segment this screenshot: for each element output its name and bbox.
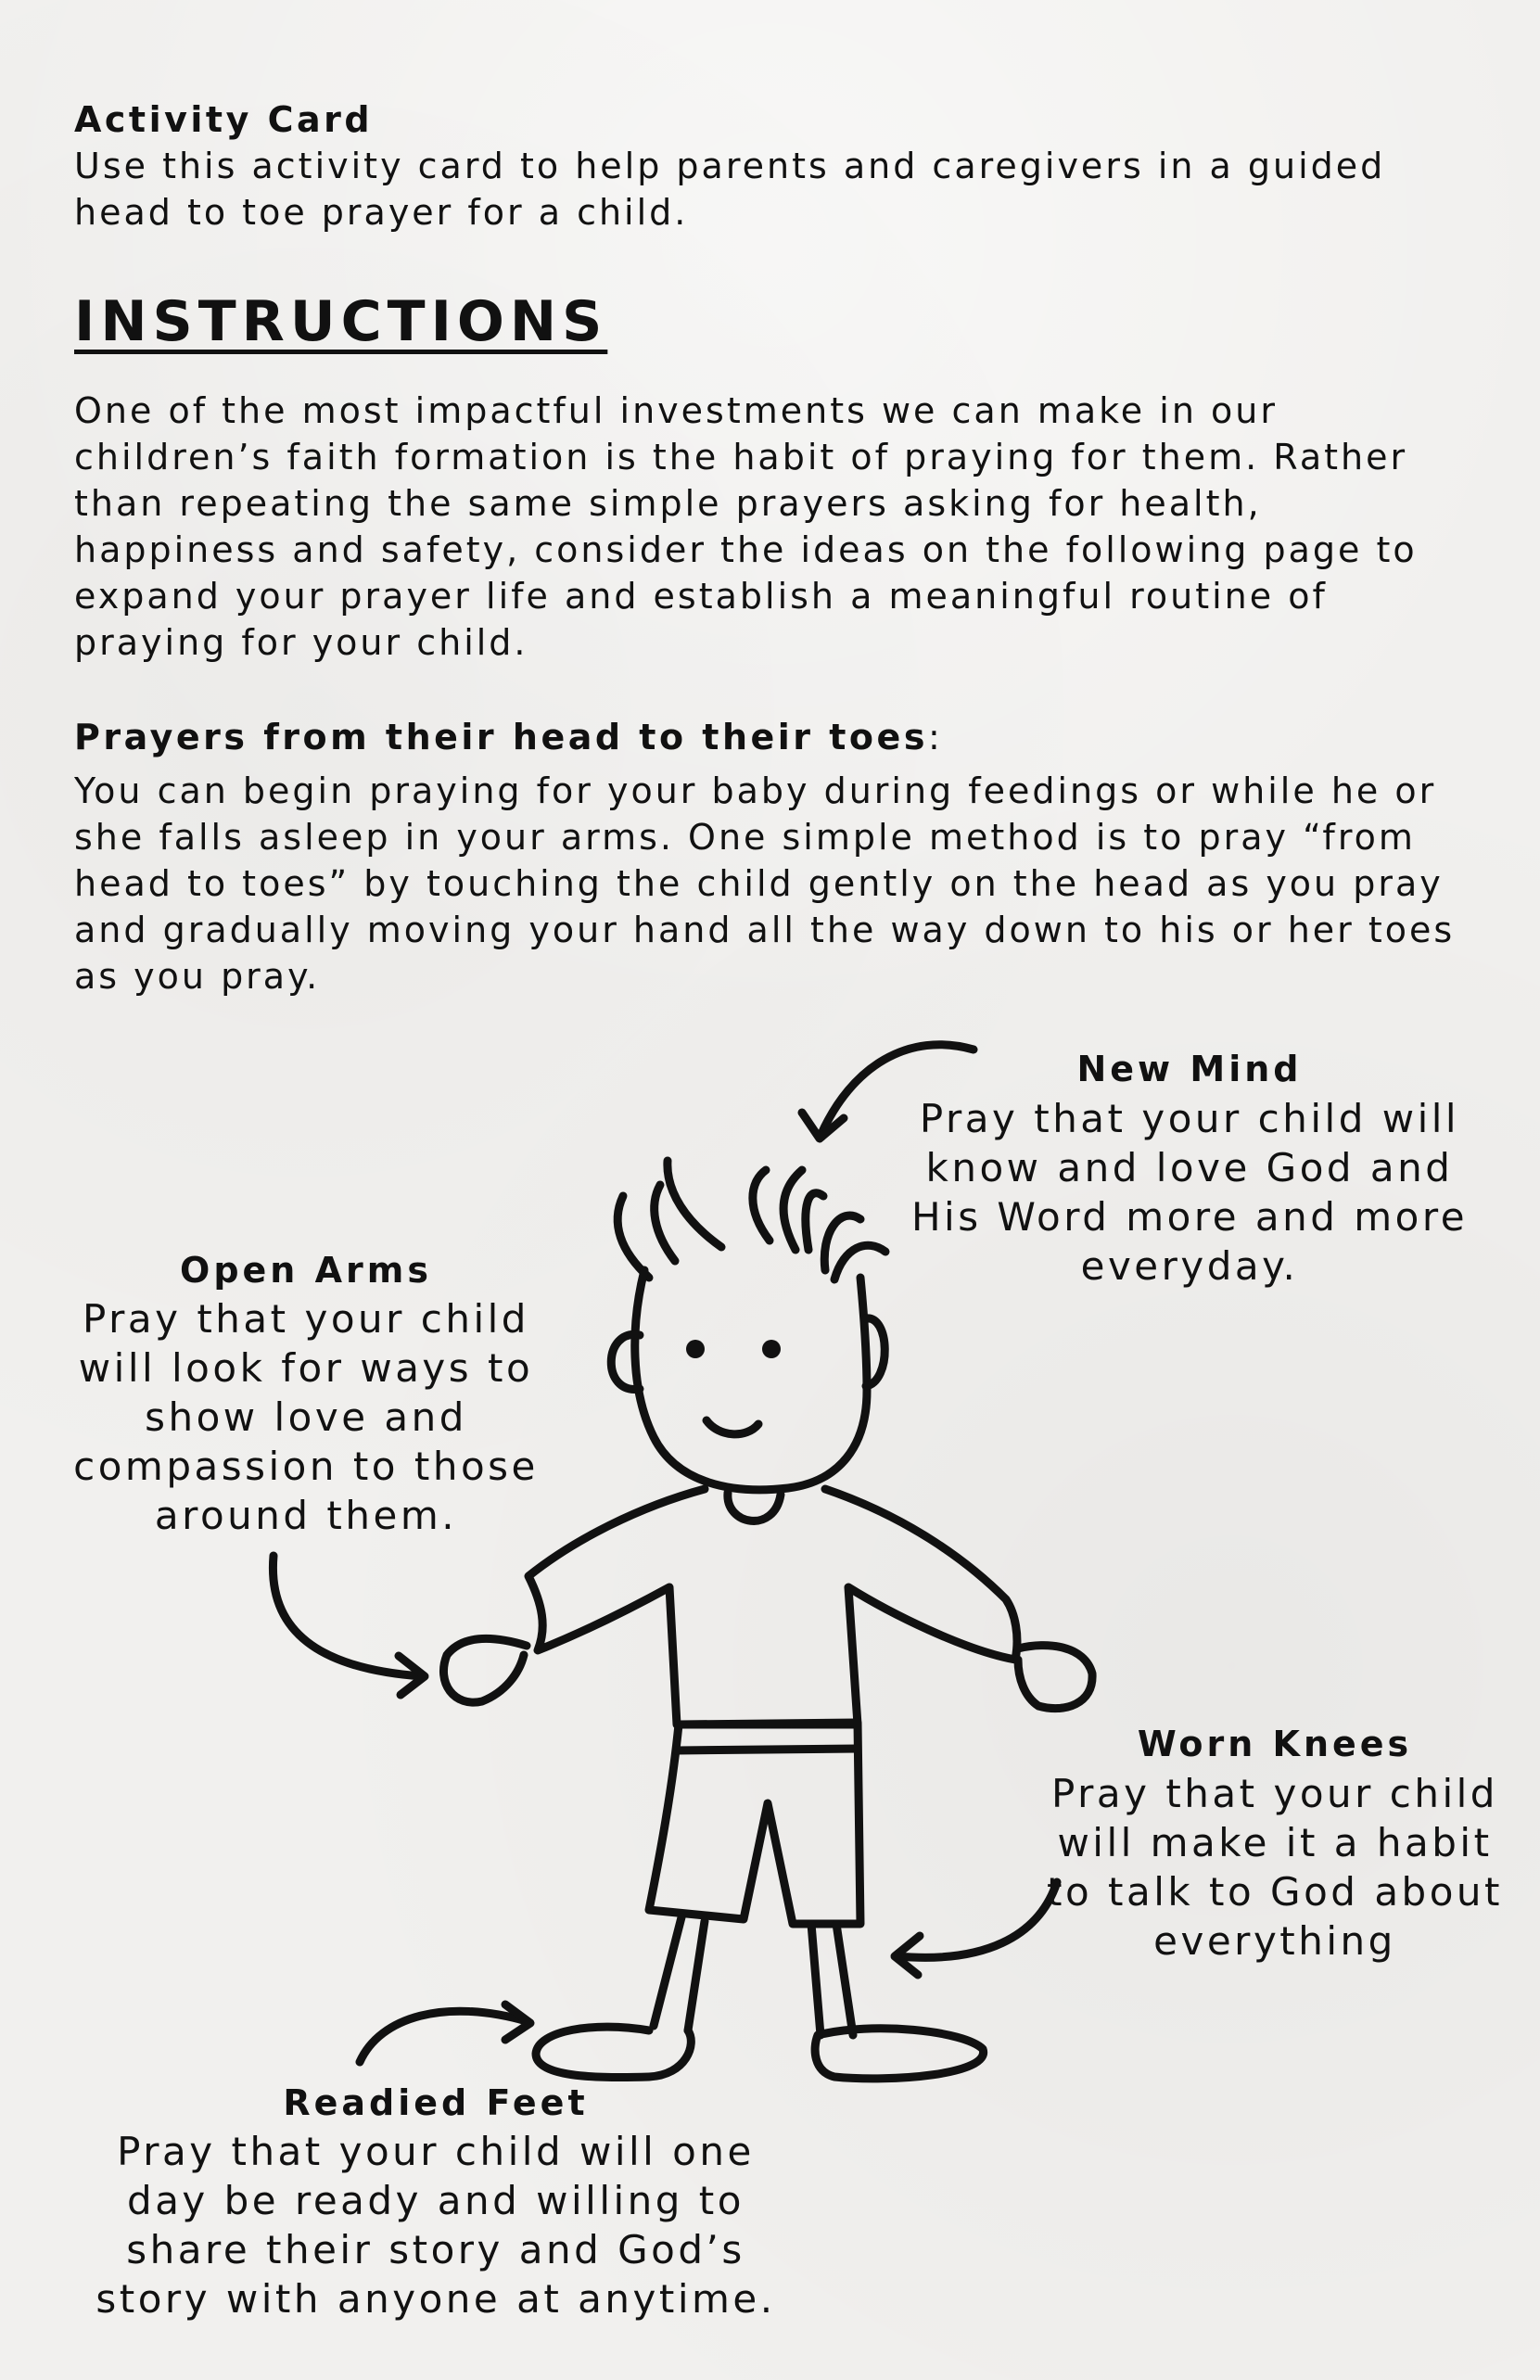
child-right-hand <box>1018 1646 1092 1709</box>
open-arms-title: Open Arms <box>180 1250 432 1291</box>
child-left-eye <box>686 1340 705 1358</box>
child-mouth <box>706 1420 758 1434</box>
instructions-paragraph: One of the most impactful investments we can make in our children’s faith formation is the habit of praying for them. Rather than repeating the same simple prayers asking for health, happiness and safety, consider the ideas on the following page to expand your prayer life and establish a meaningful routine of praying for your child. <box>74 390 1418 663</box>
readied-feet-title: Readied Feet <box>283 2082 589 2123</box>
worn-knees-text: Pray that your child will make it a habit to talk to God about everything <box>1046 1771 1503 1964</box>
child-left-leg <box>654 1917 705 2030</box>
instructions-heading: INSTRUCTIONS <box>74 289 608 354</box>
open-arms-text: Pray that your child will look for ways to show love and compassion to those around them. <box>73 1296 539 1538</box>
child-right-eye <box>762 1340 781 1358</box>
activity-card-title: Activity Card <box>74 99 374 140</box>
new-mind-text: Pray that your child will know and love God and His Word more and more everyday. <box>910 1096 1469 1289</box>
child-right-leg <box>811 1924 853 2035</box>
child-right-foot <box>815 2029 984 2079</box>
readied-feet-text: Pray that your child will one day be ready and willing to share their story and God’s story with anyone at anytime. <box>95 2129 776 2322</box>
child-left-hand <box>443 1638 527 1702</box>
child-waistband <box>677 1749 858 1750</box>
method-paragraph: You can begin praying for your baby during feedings or while he or she falls asleep in your arms. One simple method is to pray “from head to toes” by touching the child gently on the head as you pray and gradually moving your hand all the way down to his or her toes as you pray. <box>74 770 1456 997</box>
open-arms-arrow-icon <box>273 1556 425 1695</box>
worn-knees-title: Worn Knees <box>1137 1724 1413 1764</box>
child-left-foot <box>536 2027 691 2077</box>
new-mind-title: New Mind <box>1076 1049 1303 1089</box>
method-heading: Prayers from their head to their toes <box>74 717 928 757</box>
readied-feet-arrow-icon <box>360 2005 530 2062</box>
new-mind-arrow-icon <box>802 1045 974 1139</box>
worn-knees-arrow-icon <box>895 1882 1057 1975</box>
child-collar <box>728 1493 781 1521</box>
child-hair <box>617 1161 885 1279</box>
child-head <box>635 1270 867 1490</box>
child-shirt <box>528 1489 1017 1725</box>
method-heading-colon: : <box>927 717 943 757</box>
activity-card-intro: Use this activity card to help parents and caregivers in a guided head to toe prayer for a child. <box>74 146 1386 233</box>
